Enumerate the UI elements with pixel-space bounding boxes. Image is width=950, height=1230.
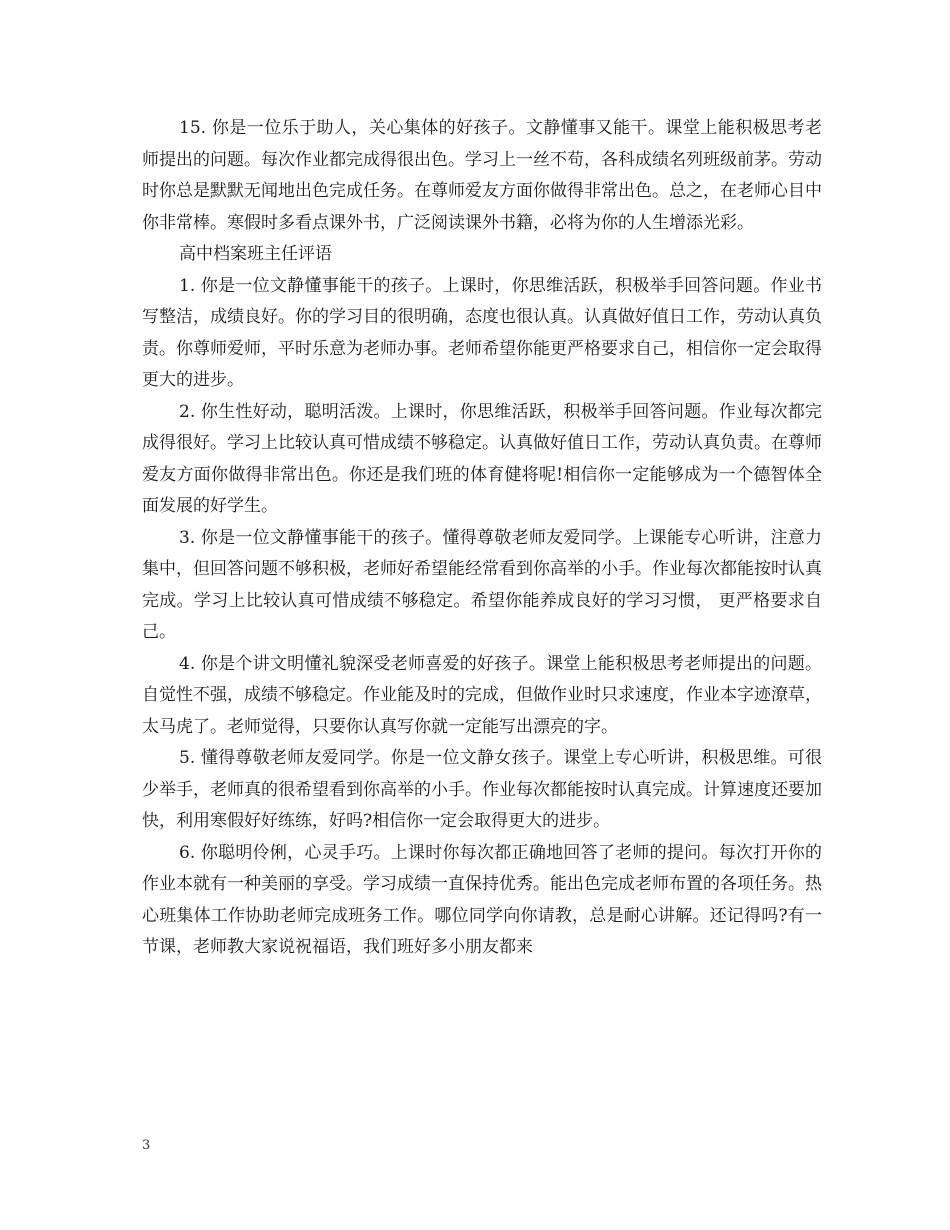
paragraph-3: 3. 你是一位文静懂事能干的孩子。懂得尊敬老师友爱同学。上课能专心听讲，注意力集中，但回答问题不够积极，老师好希望能经常看到你高举的小手。作业每次都能按时认真完成。学习上比较认真可惜成绩不够稳定。希望你能养成良好的学习习惯， 更严格要求自己。 [142,527,822,642]
paragraph-5: 5. 懂得尊敬老师友爱同学。你是一位文静女孩子。课堂上专心听讲，积极思维。可很少举手，老师真的很希望看到你高举的小手。作业每次都能按时认真完成。计算速度还要加快，利用寒假好好练练，好吗?相信你一定会取得更大的进步。 [142,748,822,831]
section-heading: 高中档案班主任评语 [179,244,332,264]
paragraph-6: 6. 你聪明伶俐，心灵手巧。上课时你每次都正确地回答了老师的提问。每次打开你的作业本就有一种美丽的享受。学习成绩一直保持优秀。能出色完成老师布置的各项任务。热心班集体工作协助老师完成班务工作。哪位同学向你请教，总是耐心讲解。还记得吗?有一节课，老师教大家说祝福语，我们班好多小朋友都来 [142,842,822,957]
paragraph-1: 1. 你是一位文静懂事能干的孩子。上课时，你思维活跃，积极举手回答问题。作业书写整洁，成绩良好。你的学习目的很明确，态度也很认真。认真做好值日工作，劳动认真负责。你尊师爱师，平时乐意为老师办事。老师希望你能更严格要求自己，相信你一定会取得更大的进步。 [142,275,822,390]
page-number: 3 [142,1138,151,1153]
paragraph-4: 4. 你是个讲文明懂礼貌深受老师喜爱的好孩子。课堂上能积极思考老师提出的问题。自觉性不强，成绩不够稳定。作业能及时的完成，但做作业时只求速度，作业本字迹潦草，太马虎了。老师觉得，只要你认真写你就一定能写出漂亮的字。 [142,653,822,737]
paragraph-15: 15. 你是一位乐于助人，关心集体的好孩子。文静懂事又能干。课堂上能积极思考老师提出的问题。每次作业都完成得很出色。学习上一丝不苟，各科成绩名列班级前茅。劳动时你总是默默无闻地出色完成任务。在尊师爱友方面你做得非常出色。总之，在老师心目中你非常棒。寒假时多看点课外书，广泛阅读课外书籍，必将为你的人生增添光彩。 [142,118,822,233]
paragraph-2: 2. 你生性好动，聪明活泼。上课时，你思维活跃，积极举手回答问题。作业每次都完成得很好。学习上比较认真可惜成绩不够稳定。认真做好值日工作，劳动认真负责。在尊师爱友方面你做得非常出色。你还是我们班的体育健将呢!相信你一定能够成为一个德智体全面发展的好学生。 [142,401,822,516]
document-body [142,113,822,964]
